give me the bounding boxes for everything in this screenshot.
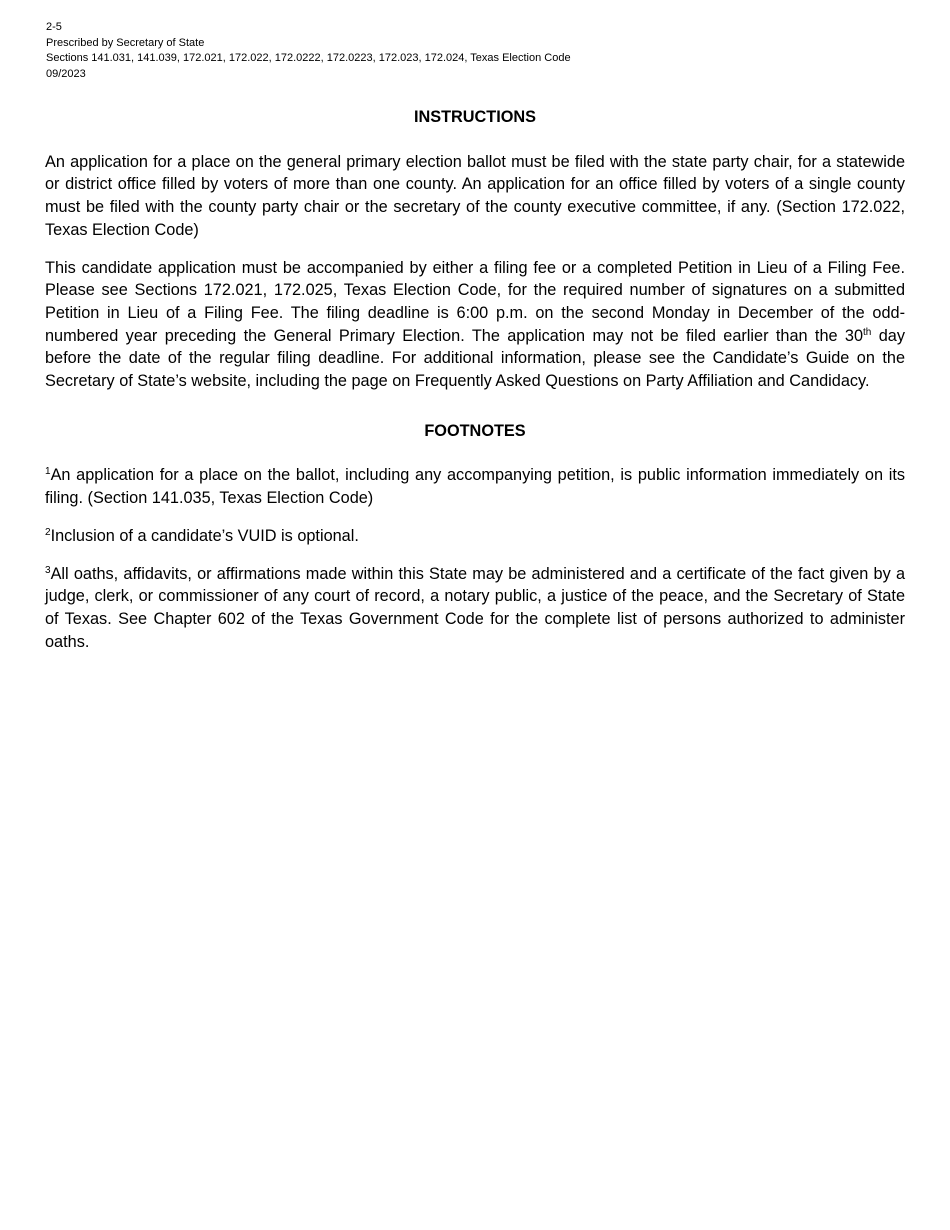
footnote-3-number: 3 bbox=[45, 564, 51, 576]
footnote-1-number: 1 bbox=[45, 466, 51, 478]
form-header bbox=[46, 20, 571, 82]
instructions-heading: INSTRUCTIONS bbox=[413, 108, 537, 126]
footnote-2 bbox=[45, 525, 905, 548]
footnote-3 bbox=[45, 563, 905, 654]
footnote-1-text: An application for a place on the ballot, including any accompanying petition, is public information immediately on its filing. (Section 141.035, Texas Election Code) bbox=[45, 466, 905, 508]
instructions-paragraph-2 bbox=[45, 257, 905, 393]
document-body bbox=[45, 106, 905, 668]
footnote-3-text: All oaths, affidavits, or affirmations made within this State may be administered and a certificate of the fact given by a judge, clerk, or commissioner of any court of record, a notary public, a justice of the peace, and the Secretary of State of Texas. See Chapter 602 of the Texas Government Code for the complete list of persons authorized to administer oaths. bbox=[45, 564, 905, 651]
footnote-2-text: Inclusion of a candidate’s VUID is optional. bbox=[50, 526, 359, 545]
form-number: 2-5 bbox=[46, 21, 62, 33]
instructions-paragraph-2-part-1: This candidate application must be accompanied by either a filing fee or a completed Petition in Lieu of a Filing Fee. Please see Sections 172.021, 172.025, Texas Election Code, for the required number of signatures on a submitted Petition in Lieu of a Filing Fee. The filing deadline is 6:00 p.m. on the second Monday in December of the odd-numbered year preceding the General Primary Election. The application may not be filed earlier than the 30 bbox=[45, 258, 905, 345]
form-date: 09/2023 bbox=[46, 67, 86, 80]
footnote-2-number: 2 bbox=[45, 526, 51, 538]
prescribed-by: Prescribed by Secretary of State bbox=[46, 36, 205, 49]
ordinal-suffix: th bbox=[863, 326, 872, 338]
instructions-paragraph-2-part-2: day before the date of the regular filing deadline. For additional information, please see the Candidate’s Guide on the Secretary of State’s website, including the page on Frequently Asked Questions on Party Affiliation and Candidacy. bbox=[45, 326, 905, 391]
statute-sections: Sections 141.031, 141.039, 172.021, 172.022, 172.0222, 172.0223, 172.023, 172.024, Texas Election Code bbox=[46, 52, 571, 64]
footnote-1 bbox=[45, 464, 905, 509]
instructions-paragraph-1: An application for a place on the general primary election ballot must be filed with the state party chair, for a statewide or district office filled by voters of more than one county. An application for an office filled by voters of a single county must be filed with the county party chair or the secretary of the county executive committee, if any. (Section 172.022, Texas Election Code) bbox=[45, 152, 905, 239]
footnotes-heading: FOOTNOTES bbox=[424, 421, 526, 440]
